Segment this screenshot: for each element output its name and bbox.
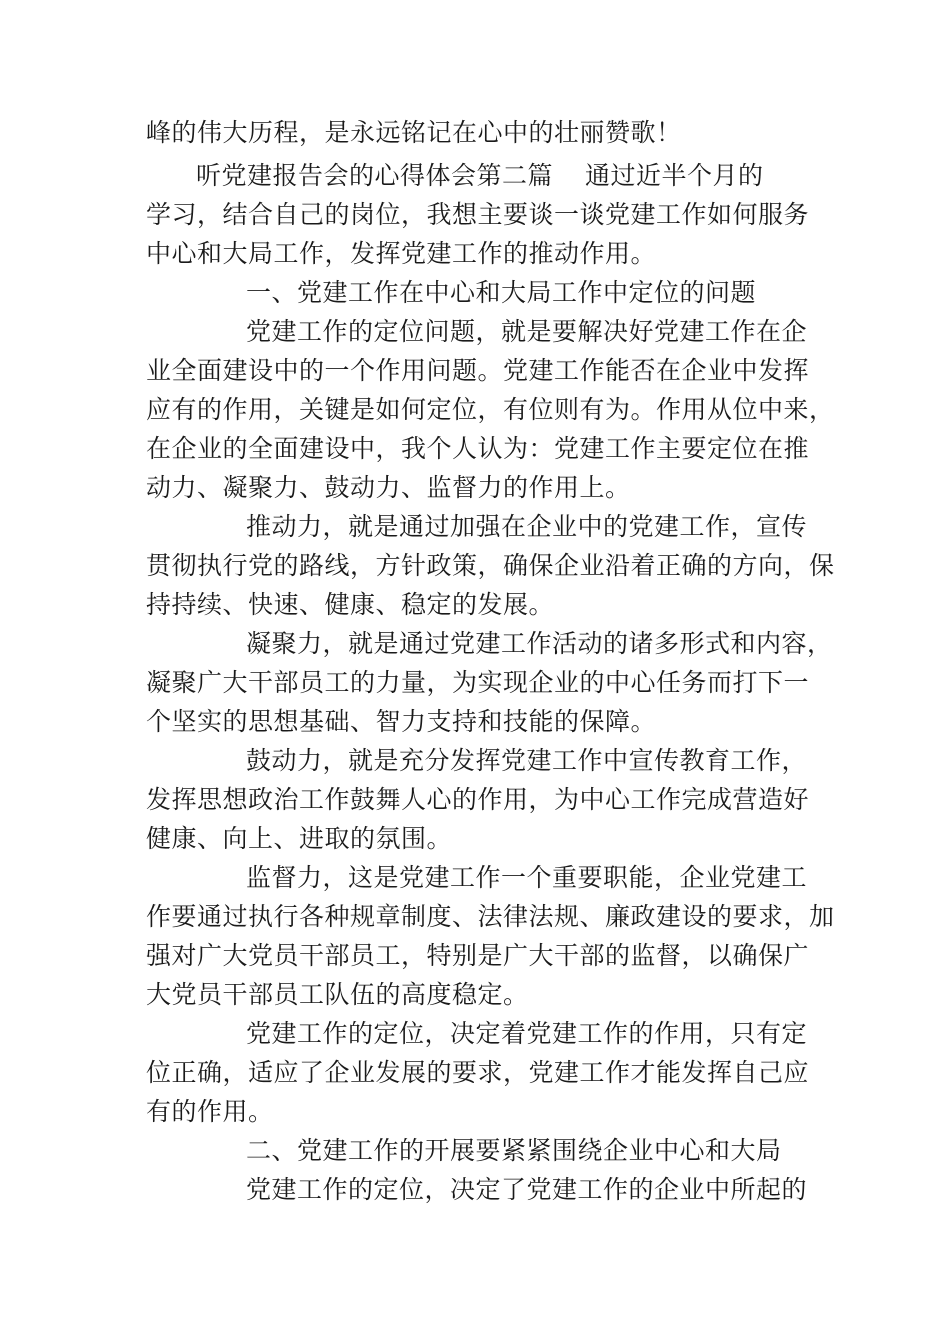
text-line: 鼓动力，就是充分发挥党建工作中宣传教育工作， [246, 746, 808, 775]
text-line: 中心和大局工作，发挥党建工作的推动作用。 [146, 239, 657, 268]
heading-line: 二、党建工作的开展要紧紧围绕企业中心和大局 [246, 1136, 782, 1165]
section-title: 听党建报告会的心得体会第二篇 [196, 161, 554, 190]
text-line: 党建工作的定位问题，就是要解决好党建工作在企 [246, 317, 808, 346]
text-line: 健康、向上、进取的氛围。 [146, 824, 453, 853]
heading-line: 一、党建工作在中心和大局工作中定位的问题 [246, 278, 757, 307]
text-line [196, 161, 764, 191]
text-line: 凝聚力，就是通过党建工作活动的诸多形式和内容， [246, 629, 833, 658]
text-line: 推动力，就是通过加强在企业中的党建工作，宣传 [246, 512, 808, 541]
text-line: 强对广大党员干部员工，特别是广大干部的监督，以确保广 [146, 941, 810, 970]
text-line: 业全面建设中的一个作用问题。党建工作能否在企业中发挥 [146, 356, 810, 385]
text-line: 个坚实的思想基础、智力支持和技能的保障。 [146, 707, 657, 736]
text-line: 监督力，这是党建工作一个重要职能，企业党建工 [246, 863, 808, 892]
text-line: 动力、凝聚力、鼓动力、监督力的作用上。 [146, 473, 631, 502]
text-line: 持持续、快速、健康、稳定的发展。 [146, 590, 555, 619]
text-line: 有的作用。 [146, 1097, 274, 1126]
text-line: 党建工作的定位，决定着党建工作的作用，只有定 [246, 1019, 808, 1048]
text-line: 党建工作的定位，决定了党建工作的企业中所起的 [246, 1175, 808, 1204]
text-line: 作要通过执行各种规章制度、法律法规、廉政建设的要求，加 [146, 902, 835, 931]
text-line: 学习，结合自己的岗位，我想主要谈一谈党建工作如何服务 [146, 200, 810, 229]
text-line: 凝聚广大干部员工的力量，为实现企业的中心任务而打下一 [146, 668, 810, 697]
text-line: 大党员干部员工队伍的高度稳定。 [146, 980, 529, 1009]
text-line: 在企业的全面建设中，我个人认为：党建工作主要定位在推 [146, 434, 810, 463]
text-line: 位正确，适应了企业发展的要求，党建工作才能发挥自己应 [146, 1058, 810, 1087]
text-line: 发挥思想政治工作鼓舞人心的作用，为中心工作完成营造好 [146, 785, 810, 814]
text-fragment: 通过近半个月的 [585, 161, 764, 190]
text-line: 贯彻执行党的路线，方针政策，确保企业沿着正确的方向，保 [146, 551, 835, 580]
text-line: 峰的伟大历程，是永远铭记在心中的壮丽赞歌！ [146, 118, 682, 147]
text-line: 应有的作用，关键是如何定位，有位则有为。作用从位中来， [146, 395, 835, 424]
